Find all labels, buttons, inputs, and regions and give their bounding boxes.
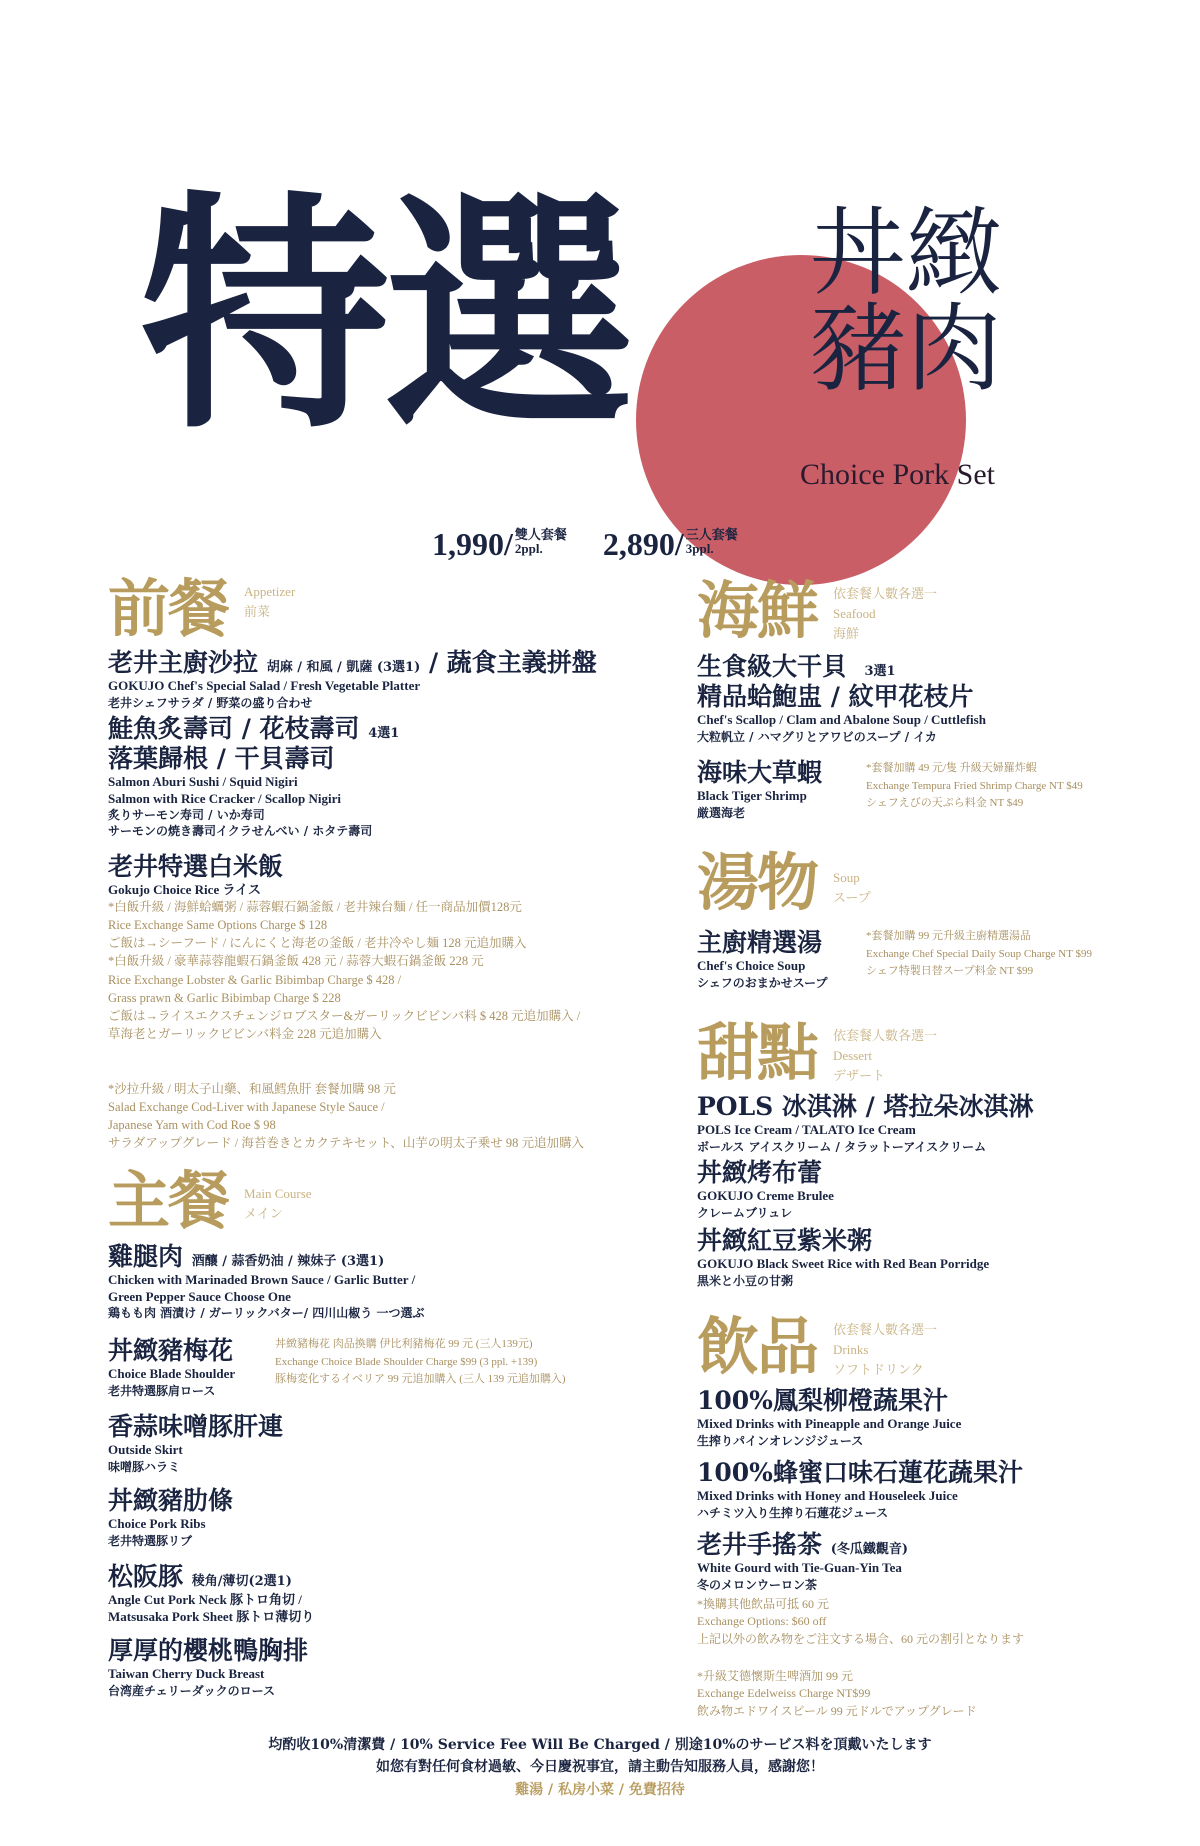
price-label: [515, 528, 567, 557]
item-name-jp: 生搾りパインオレンジジュース: [697, 1433, 864, 1448]
menu-item: [108, 1636, 308, 1699]
menu-item: [108, 1412, 283, 1475]
item-name-en-2: Salmon with Rice Cracker / Scallop Nigiri: [108, 790, 342, 806]
price-2ppl: [432, 528, 567, 560]
note-line: *換購其他飲品可抵 60 元: [697, 1597, 830, 1611]
item-name-jp: クレームブリュレ: [697, 1205, 793, 1220]
section-jp: 前菜: [244, 604, 271, 620]
section-header: [697, 1016, 938, 1089]
section-en: Drinks: [833, 1342, 869, 1358]
item-options: 3選1: [864, 664, 896, 679]
item-name-en: Chef's Choice Soup: [697, 958, 806, 973]
section-seafood: [697, 574, 938, 647]
note-line: Rice Exchange Lobster & Garlic Bibimbap Charge $ 428 /: [108, 972, 402, 987]
section-title: 飲品: [697, 1310, 818, 1383]
item-name-zh-2: 精品蛤鮑盅 / 紋甲花枝片: [697, 682, 974, 711]
price-label-zh: 雙人套餐: [514, 527, 567, 542]
item-name-en: GOKUJO Creme Brulee: [697, 1188, 834, 1203]
note-line: *套餐加購 49 元/隻 升級天婦羅炸蝦: [866, 762, 1037, 774]
salad-upgrade-note: [108, 1080, 584, 1153]
item-name-jp: ボールス アイスクリーム / タラットーアイスクリーム: [697, 1139, 987, 1154]
item-name-zh: 丼緻豬梅花: [108, 1336, 234, 1365]
price-label: [686, 528, 738, 557]
menu-item: [697, 1158, 834, 1221]
section-appetizer: [108, 572, 296, 645]
item-name-jp-2: サーモンの焼き壽司イクラせんべい / ホタテ壽司: [108, 824, 373, 839]
section-en: Appetizer: [244, 584, 296, 599]
section-main-course: [108, 1164, 312, 1237]
item-name-zh: [108, 714, 399, 744]
item-name-jp: 鶏もも肉 酒漬け / ガーリックバター/ 四川山椒う 一つ選ぶ: [108, 1306, 425, 1321]
item-name-jp: ハチミツ入り生搾り石蓮花ジュース: [697, 1505, 889, 1520]
note-line: Exchange Tempura Fried Shrimp Charge NT $49: [866, 779, 1083, 792]
item-zh: 松阪豚: [108, 1562, 184, 1591]
item-options: 4選1: [368, 726, 400, 741]
item-name-en: Mixed Drinks with Honey and Houseleek Juice: [697, 1488, 958, 1503]
item-options: 酒釀 / 蒜香奶油 / 辣妹子 (3選1): [191, 1254, 385, 1269]
menu-item: [108, 714, 399, 840]
note-line: *白飯升級 / 海鮮蛤蠣粥 / 蒜蓉蝦石鍋釜飯 / 老井辣台麵 / 任一商品加價128元: [108, 900, 522, 914]
item-name-jp: 黒米と小豆の甘粥: [697, 1273, 794, 1288]
menu-item: [697, 1386, 961, 1449]
service-fee-notice: 均酌收10%清潔費 / 10% Service Fee Will Be Charged / 別途10%のサービス料を頂戴いたします: [268, 1737, 932, 1753]
item-name-en: POLS Ice Cream / TALATO Ice Cream: [697, 1122, 916, 1137]
section-title: 主餐: [108, 1164, 229, 1237]
note-line: 飲み物エドワイスビール 99 元ドルでアップグレード: [697, 1703, 977, 1718]
note-line: ご飯は→ライスエクスチェンジロブスター&ガーリックビビンバ料 $ 428 元追加購入 /: [108, 1008, 581, 1023]
complimentary-notice: 雞湯 / 私房小菜 / 免費招待: [515, 1781, 685, 1798]
section-note: 依套餐人數各選一: [833, 1028, 938, 1043]
item-name-jp: 大粒帆立 / ハマグリとアワビのスープ / イカ: [697, 729, 937, 744]
menu-item: [108, 648, 597, 711]
section-en: Soup: [833, 870, 860, 885]
item-name-en: Taiwan Cherry Duck Breast: [108, 1666, 265, 1681]
menu-item: [697, 1226, 989, 1289]
section-subtitle: [833, 852, 871, 908]
section-header: [697, 846, 871, 919]
price-amount: 1,990/: [432, 526, 513, 562]
drink-exchange-note: [697, 1596, 1024, 1648]
item-options: (冬瓜鐵觀音): [830, 1542, 909, 1557]
item-name-en: Salmon Aburi Sushi / Squid Nigiri: [108, 774, 298, 789]
note-line: *套餐加購 99 元升級主廚精選湯品: [866, 930, 1031, 942]
item-name-zh: 香蒜味噌豚肝連: [108, 1412, 284, 1441]
item-name-en: Choice Pork Ribs: [108, 1516, 206, 1531]
item-zh: 生食級大干貝: [697, 652, 848, 681]
item-zh: 老井主廚沙拉: [108, 648, 259, 677]
section-title: 前餐: [108, 572, 229, 645]
item-name-jp: 老井シェフサラダ / 野菜の盛り合わせ: [108, 695, 313, 710]
shrimp-upgrade-note: [866, 760, 1083, 813]
item-name-zh: 100%鳳梨柳橙蔬果汁: [697, 1386, 948, 1415]
set-prices: [432, 528, 738, 560]
item-name-jp: 厳選海老: [697, 805, 746, 820]
menu-item: [697, 1458, 1023, 1521]
section-subtitle: [833, 1022, 937, 1086]
note-line: Exchange Edelweiss Charge NT$99: [697, 1686, 871, 1701]
note-line: Exchange Chef Special Daily Soup Charge NT $99: [866, 947, 1092, 960]
menu-item: [697, 1092, 1033, 1155]
rice-upgrade-note: [108, 898, 580, 1043]
item-name-jp: シェフのおまかせスープ: [697, 975, 828, 990]
item-name-en: Gokujo Choice Rice ライス: [108, 882, 261, 897]
note-line: Exchange Options: $60 off: [697, 1614, 827, 1629]
item-name-jp: 味噌豚ハラミ: [108, 1459, 181, 1474]
section-subtitle: [833, 1316, 937, 1380]
item-name-en-2: Green Pepper Sauce Choose One: [108, 1288, 291, 1304]
hero-subtitle-line2: 豬肉: [810, 293, 1002, 405]
item-options: 稜角/薄切(2選1): [191, 1574, 292, 1589]
menu-item: [108, 1242, 424, 1321]
soup-upgrade-note: [866, 928, 1092, 981]
price-amount: 2,890/: [602, 526, 684, 562]
hero-subtitle-line1: 丼緻: [810, 197, 1002, 309]
item-name-en: Black Tiger Shrimp: [697, 788, 807, 803]
item-name-jp: 老井特選豚肩ロース: [108, 1383, 216, 1398]
menu-item: [697, 928, 828, 991]
item-name-en-2: Matsusaka Pork Sheet 豚トロ薄切り: [108, 1608, 315, 1624]
section-header: [108, 572, 296, 645]
item-name-en: Chicken with Marinaded Brown Sauce / Garlic Butter /: [108, 1272, 416, 1287]
section-title: 海鮮: [697, 574, 818, 647]
menu-item: [697, 758, 822, 821]
section-subtitle: [244, 1170, 312, 1224]
section-en: Main Course: [244, 1186, 312, 1201]
section-jp: スープ: [833, 890, 871, 906]
price-label-en: 3ppl.: [685, 541, 714, 557]
section-title: 湯物: [697, 846, 818, 919]
item-name-jp: 老井特選豚リブ: [108, 1533, 193, 1548]
note-line: 草海老とガーリックビビンバ料金 228 元追加購入: [108, 1026, 382, 1041]
note-line: 上記以外の飲み物をご注文する場合、60 元の割引となります: [697, 1631, 1025, 1646]
section-jp: 海鮮: [833, 626, 860, 642]
item-name-jp: 炙りサーモン寿司 / いか寿司: [108, 808, 265, 823]
section-header: [697, 574, 938, 647]
section-title: 甜點: [697, 1016, 818, 1089]
note-line: シェフ特製日替スープ料金 NT $99: [866, 965, 1034, 978]
section-jp: ソフトドリンク: [833, 1362, 924, 1378]
item-name-en: GOKUJO Black Sweet Rice with Red Bean Porridge: [697, 1256, 990, 1271]
section-drinks: [697, 1310, 938, 1383]
item-name-zh: 主廚精選湯: [697, 928, 823, 957]
note-line: Japanese Yam with Cod Roe $ 98: [108, 1118, 276, 1133]
section-note: 依套餐人數各選一: [833, 1322, 938, 1337]
note-line: サラダアップグレード / 海苔巻きとカクテキセット、山芋の明太子乗せ 98 元追加購入: [108, 1136, 584, 1151]
note-line: 豚梅変化するイベリア 99 元追加購入 (三人 139 元追加購入): [275, 1373, 566, 1386]
pork-exchange-note: [275, 1336, 566, 1389]
section-en: Dessert: [833, 1048, 873, 1064]
menu-item: [697, 652, 986, 745]
note-line: Exchange Choice Blade Shoulder Charge $99 (3 ppl. +139): [275, 1355, 538, 1368]
section-header: [108, 1164, 312, 1237]
item-name-zh: 海味大草蝦: [697, 758, 823, 787]
item-name-zh: 老井特選白米飯: [108, 852, 284, 881]
item-name-en: GOKUJO Chef's Special Salad / Fresh Vegetable Platter: [108, 678, 421, 693]
item-name-en: Chef's Scallop / Clam and Abalone Soup / Cuttlefish: [697, 712, 986, 727]
note-line: ご飯は→シーフード / にんにくと海老の釜飯 / 老井冷やし麺 128 元追加購入: [108, 936, 527, 951]
note-line: Salad Exchange Cod-Liver with Japanese Style Sauce /: [108, 1100, 385, 1115]
item-name-en: White Gourd with Tie-Guan-Yin Tea: [697, 1560, 902, 1575]
section-header: [697, 1310, 938, 1383]
item-zh: 老井手搖茶: [697, 1530, 823, 1559]
note-line: 丼緻豬梅花 肉品換購 伊比利豬梅花 99 元 (三人139元): [275, 1338, 533, 1350]
note-line: シェフえびの天ぷら料金 NT $49: [866, 797, 1024, 810]
item-name-en: Angle Cut Pork Neck 豚トロ角切 /: [108, 1592, 302, 1607]
note-line: *白飯升級 / 豪華蒜蓉龍蝦石鍋釜飯 428 元 / 蒜蓉大蝦石鍋釜飯 228 元: [108, 954, 484, 969]
item-name-zh: POLS 冰淇淋 / 塔拉朵冰淇淋: [697, 1092, 1034, 1121]
item-zh-2: / 蔬食主義拼盤: [420, 648, 597, 677]
section-dessert: [697, 1016, 938, 1089]
item-zh: 鮭魚炙壽司 / 花枝壽司: [108, 714, 360, 743]
item-name-en: Choice Blade Shoulder: [108, 1366, 236, 1381]
section-en: Seafood: [833, 606, 876, 622]
hero-english-title: Choice Pork Set: [800, 458, 995, 491]
price-label-en: 2ppl.: [514, 541, 543, 557]
item-name-jp: 台湾産チェリーダックのロース: [108, 1683, 276, 1698]
allergy-notice: 如您有對任何食材過敏、今日慶祝事宜，請主動告知服務人員，感謝您！: [376, 1759, 824, 1776]
item-zh: 雞腿肉: [108, 1242, 184, 1271]
section-jp: メイン: [244, 1206, 283, 1222]
item-name-zh-2: 落葉歸根 / 干貝壽司: [108, 744, 335, 773]
item-name-jp: 冬のメロンウーロン茶: [697, 1577, 818, 1592]
item-name-en: Mixed Drinks with Pineapple and Orange Juice: [697, 1416, 962, 1431]
price-3ppl: [603, 528, 738, 560]
footer: [0, 1734, 1200, 1801]
item-name-zh: [697, 1530, 908, 1560]
beer-upgrade-note: [697, 1668, 977, 1720]
item-name-zh: [108, 1562, 314, 1592]
menu-item: [108, 1486, 233, 1549]
note-line: Rice Exchange Same Options Charge $ 128: [108, 918, 328, 933]
item-name-zh: [108, 1242, 424, 1272]
menu-item: [108, 852, 283, 899]
item-name-zh: 丼緻紅豆紫米粥: [697, 1226, 873, 1255]
item-name-zh: 厚厚的櫻桃鴨胸排: [108, 1636, 309, 1665]
item-name-zh: 丼緻豬肋條: [108, 1486, 234, 1515]
note-line: Grass prawn & Garlic Bibimbap Charge $ 228: [108, 990, 341, 1005]
section-subtitle: [833, 580, 937, 644]
menu-item: [108, 1336, 235, 1399]
item-name-zh: 100%蜂蜜口味石蓮花蔬果汁: [697, 1458, 1023, 1487]
hero-title: 特選: [140, 168, 628, 462]
item-name-zh: 丼緻烤布蕾: [697, 1158, 823, 1187]
item-options: 胡麻 / 和風 / 凱薩 (3選1): [266, 660, 421, 675]
section-jp: デザート: [833, 1068, 886, 1084]
price-label-zh: 三人套餐: [685, 527, 738, 542]
section-subtitle: [244, 578, 295, 622]
section-note: 依套餐人數各選一: [833, 586, 938, 601]
note-line: *沙拉升級 / 明太子山藥、和風鱈魚肝 套餐加購 98 元: [108, 1082, 396, 1096]
hero-subtitle: [810, 197, 1002, 405]
item-name-zh: [108, 648, 597, 678]
item-name-zh: [697, 652, 986, 682]
menu-item: [697, 1530, 908, 1593]
section-soup: [697, 846, 871, 919]
note-line: *升級艾德懷斯生啤酒加 99 元: [697, 1669, 854, 1683]
item-name-en: Outside Skirt: [108, 1442, 183, 1457]
menu-item: [108, 1562, 314, 1625]
